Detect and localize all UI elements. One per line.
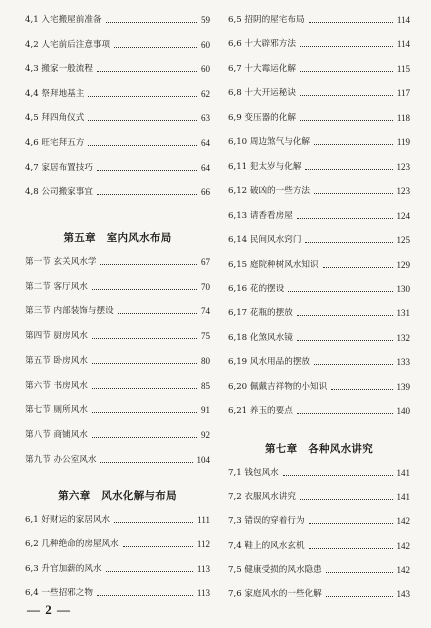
toc-entry xyxy=(228,279,410,295)
dot-leader xyxy=(118,313,197,314)
toc-entry-title: 6,1 好财运的家居风水 xyxy=(25,515,111,525)
toc-entry xyxy=(25,583,210,599)
toc-entry xyxy=(25,450,210,466)
toc-entry-title: 7,2 衣服风水讲究 xyxy=(228,492,296,503)
toc-entry-page: 131 xyxy=(396,308,410,319)
toc-entry-page: 67 xyxy=(201,257,210,267)
toc-entry xyxy=(228,230,410,246)
dot-leader xyxy=(92,388,197,389)
dot-leader xyxy=(309,548,393,549)
toc-entry xyxy=(25,84,210,100)
dot-leader xyxy=(100,264,197,265)
toc-entry-page: 91 xyxy=(201,405,210,416)
dot-leader xyxy=(305,242,392,243)
dot-leader xyxy=(106,571,193,572)
toc-entry-page: 129 xyxy=(396,259,410,270)
toc-entry xyxy=(25,252,210,268)
toc-entry-title: 4,4 祭拜地基主 xyxy=(25,88,85,99)
toc-entry-page: 123 xyxy=(396,161,410,172)
toc-entry-page: 124 xyxy=(396,210,410,221)
dot-leader xyxy=(92,412,197,413)
dot-leader xyxy=(106,22,197,23)
toc-entry xyxy=(25,559,210,575)
toc-entry-title: 4,6 旺宅拜五方 xyxy=(25,138,85,148)
toc-entry-title: 7,4 鞋上的风水玄机 xyxy=(228,540,305,551)
dot-leader xyxy=(323,267,393,268)
toc-entry xyxy=(25,425,210,441)
toc-entry xyxy=(228,10,410,26)
toc-entry xyxy=(25,182,210,198)
dot-leader xyxy=(283,475,393,476)
toc-entry-page: 112 xyxy=(196,539,210,550)
toc-entry-page: 114 xyxy=(396,39,410,50)
toc-entry-page: 75 xyxy=(201,331,210,342)
toc-entry-title: 4,3 搬家一般流程 xyxy=(25,64,93,75)
toc-entry-page: 132 xyxy=(396,332,410,343)
toc-entry xyxy=(228,536,410,552)
toc-entry xyxy=(228,463,410,479)
toc-entry xyxy=(25,301,210,317)
toc-entry xyxy=(25,10,210,26)
toc-entry xyxy=(228,377,410,393)
dot-leader xyxy=(326,572,393,573)
toc-entry-page: 70 xyxy=(201,281,210,292)
dot-leader xyxy=(92,289,197,290)
toc-entry-page: 117 xyxy=(396,88,410,99)
toc-entry-page: 104 xyxy=(196,454,210,465)
chapter-heading: 第六章 风水化解与布局 xyxy=(58,490,177,502)
dot-leader xyxy=(314,144,393,145)
dot-leader xyxy=(97,170,197,171)
toc-entry xyxy=(25,59,210,75)
toc-entry-page: 139 xyxy=(396,381,410,392)
dot-leader xyxy=(309,22,393,23)
chapter-heading: 第七章 各种风水讲究 xyxy=(265,443,373,455)
dot-leader xyxy=(88,96,197,97)
toc-entry-page: 142 xyxy=(396,516,410,527)
toc-entry-title: 6,2 几种绝命的房屋风水 xyxy=(25,539,119,550)
toc-entry xyxy=(25,133,210,149)
toc-entry xyxy=(25,376,210,392)
toc-entry xyxy=(228,181,410,197)
toc-entry xyxy=(228,59,410,75)
toc-entry-title: 第一节 玄关风水学 xyxy=(25,257,97,267)
toc-entry-page: 111 xyxy=(197,515,210,525)
dot-leader xyxy=(123,546,193,547)
toc-entry-page: 143 xyxy=(396,589,410,599)
toc-entry-title: 4,5 拜四角仪式 xyxy=(25,113,85,124)
toc-entry-page: 66 xyxy=(201,187,210,198)
toc-entry-page: 114 xyxy=(396,15,410,25)
toc-entry-title: 第五节 卧房风水 xyxy=(25,355,88,366)
dot-leader xyxy=(297,413,393,414)
toc-entry-title: 第七节 厕所风水 xyxy=(25,405,88,416)
dot-leader xyxy=(300,95,393,96)
toc-entry xyxy=(25,534,210,550)
toc-entry xyxy=(228,108,410,124)
toc-entry-title: 第四节 厨房风水 xyxy=(25,331,88,342)
toc-entry xyxy=(25,510,210,526)
toc-entry-title: 4,1 入宅搬屋前准备 xyxy=(25,15,102,25)
dot-leader xyxy=(331,389,392,390)
dot-leader xyxy=(305,169,392,170)
toc-entry xyxy=(228,255,410,271)
toc-entry xyxy=(228,584,410,600)
toc-entry xyxy=(228,511,410,527)
toc-entry xyxy=(228,132,410,148)
dot-leader xyxy=(297,340,393,341)
toc-entry-title: 7,5 健康受损的风水隐患 xyxy=(228,564,322,575)
dot-leader xyxy=(297,315,393,316)
toc-entry xyxy=(25,400,210,416)
toc-entry-title: 6,10 周边煞气与化解 xyxy=(228,137,311,148)
toc-entry-page: 142 xyxy=(396,540,410,551)
chapter-heading: 第五章 室内风水布局 xyxy=(63,232,172,244)
toc-entry-page: 115 xyxy=(396,63,410,74)
toc-entry xyxy=(228,352,410,368)
toc-entry xyxy=(228,328,410,344)
toc-entry xyxy=(25,326,210,342)
toc-entry xyxy=(25,351,210,367)
toc-entry-title: 6,21 养玉的要点 xyxy=(228,406,293,417)
toc-entry-title: 6,6 十大辟邪方法 xyxy=(228,39,296,50)
toc-entry-title: 4,7 家居布置技巧 xyxy=(25,162,93,173)
toc-entry-title: 6,18 化煞风水镜 xyxy=(228,332,293,343)
dot-leader xyxy=(300,499,393,500)
toc-entry-title: 7,3 错误的穿着行为 xyxy=(228,516,305,527)
toc-entry-page: 92 xyxy=(201,429,210,440)
toc-entry xyxy=(25,108,210,124)
toc-entry-title: 6,17 花瓶的摆放 xyxy=(228,308,293,319)
toc-entry-page: 62 xyxy=(201,88,210,99)
toc-entry-title: 第八节 商铺风水 xyxy=(25,429,88,440)
toc-entry xyxy=(25,277,210,293)
dot-leader xyxy=(297,218,393,219)
toc-entry-title: 第三节 内部装饰与摆设 xyxy=(25,306,114,317)
dot-leader xyxy=(309,523,393,524)
toc-entry xyxy=(25,35,210,51)
toc-entry xyxy=(228,83,410,99)
page-number: — 2 — xyxy=(27,602,71,617)
dot-leader xyxy=(97,194,197,195)
toc-entry-page: 119 xyxy=(396,137,410,148)
toc-entry-page: 59 xyxy=(201,15,210,25)
toc-entry-page: 64 xyxy=(201,138,210,148)
dot-leader xyxy=(92,363,197,364)
toc-entry-page: 60 xyxy=(201,39,210,50)
dot-leader xyxy=(300,46,393,47)
dot-leader xyxy=(114,522,193,523)
dot-leader xyxy=(97,71,197,72)
toc-entry xyxy=(228,34,410,50)
toc-entry-title: 6,12 破凶的一些方法 xyxy=(228,186,311,197)
dot-leader xyxy=(92,437,197,438)
toc-entry-title: 6,19 风水用品的摆放 xyxy=(228,357,311,368)
toc-entry xyxy=(25,158,210,174)
toc-entry-title: 6,13 请香看房屋 xyxy=(228,210,293,221)
toc-entry-title: 第九节 办公室风水 xyxy=(25,454,97,465)
dot-leader xyxy=(88,145,197,146)
toc-entry xyxy=(228,303,410,319)
toc-entry-title: 6,4 一些招邪之物 xyxy=(25,587,93,598)
toc-entry-title: 6,9 变压器的化解 xyxy=(228,112,296,123)
toc-entry-title: 6,5 招阴的屋宅布局 xyxy=(228,15,305,25)
toc-entry-page: 141 xyxy=(396,492,410,503)
toc-entry-page: 113 xyxy=(196,587,210,598)
toc-entry-page: 74 xyxy=(201,306,210,317)
toc-entry-page: 140 xyxy=(396,406,410,417)
dot-leader xyxy=(92,338,197,339)
toc-entry-page: 142 xyxy=(396,564,410,575)
toc-entry-page: 60 xyxy=(201,64,210,75)
toc-entry-page: 123 xyxy=(396,186,410,197)
toc-entry xyxy=(228,560,410,576)
dot-leader xyxy=(314,193,392,194)
toc-entry-page: 133 xyxy=(396,357,410,368)
toc-entry-page: 80 xyxy=(201,355,210,366)
dot-leader xyxy=(300,71,393,72)
dot-leader xyxy=(100,462,192,463)
dot-leader xyxy=(88,120,197,121)
toc-entry xyxy=(228,401,410,417)
toc-entry-page: 85 xyxy=(201,380,210,391)
toc-entry-title: 6,14 民间风水窍门 xyxy=(228,235,302,246)
toc-entry-page: 63 xyxy=(201,113,210,124)
dot-leader xyxy=(114,47,197,48)
dot-leader xyxy=(300,120,393,121)
toc-entry-title: 7,6 家庭风水的一些化解 xyxy=(228,589,322,599)
toc-entry-page: 113 xyxy=(196,563,210,574)
toc-entry-title: 6,11 犯太岁与化解 xyxy=(228,161,302,172)
toc-entry xyxy=(228,206,410,222)
toc-entry-title: 第六节 书房风水 xyxy=(25,380,88,391)
toc-entry-page: 64 xyxy=(201,162,210,173)
dot-leader xyxy=(326,596,393,597)
toc-entry xyxy=(228,157,410,173)
toc-entry-title: 第二节 客厅风水 xyxy=(25,281,88,292)
toc-entry-title: 4,8 公司搬家事宜 xyxy=(25,187,93,198)
toc-entry-page: 118 xyxy=(396,112,410,123)
toc-entry-title: 4,2 人宅前后注意事项 xyxy=(25,39,111,50)
dot-leader xyxy=(97,595,193,596)
toc-entry-title: 6,8 十大开运秘诀 xyxy=(228,88,296,99)
toc-entry-title: 6,16 花的摆设 xyxy=(228,283,285,294)
toc-entry-title: 6,7 十大霉运化解 xyxy=(228,63,296,74)
toc-entry-title: 6,15 庭院种树风水知识 xyxy=(228,259,319,270)
toc-entry-title: 7,1 钱包风水 xyxy=(228,468,279,478)
toc-entry-page: 141 xyxy=(396,468,410,478)
toc-entry xyxy=(228,487,410,503)
dot-leader xyxy=(288,291,392,292)
toc-entry-page: 130 xyxy=(396,283,410,294)
dot-leader xyxy=(314,364,392,365)
toc-entry-page: 125 xyxy=(396,235,410,246)
toc-entry-title: 6,20 佩戴吉祥物的小知识 xyxy=(228,381,328,392)
toc-entry-title: 6,3 升官加薪的风水 xyxy=(25,563,102,574)
